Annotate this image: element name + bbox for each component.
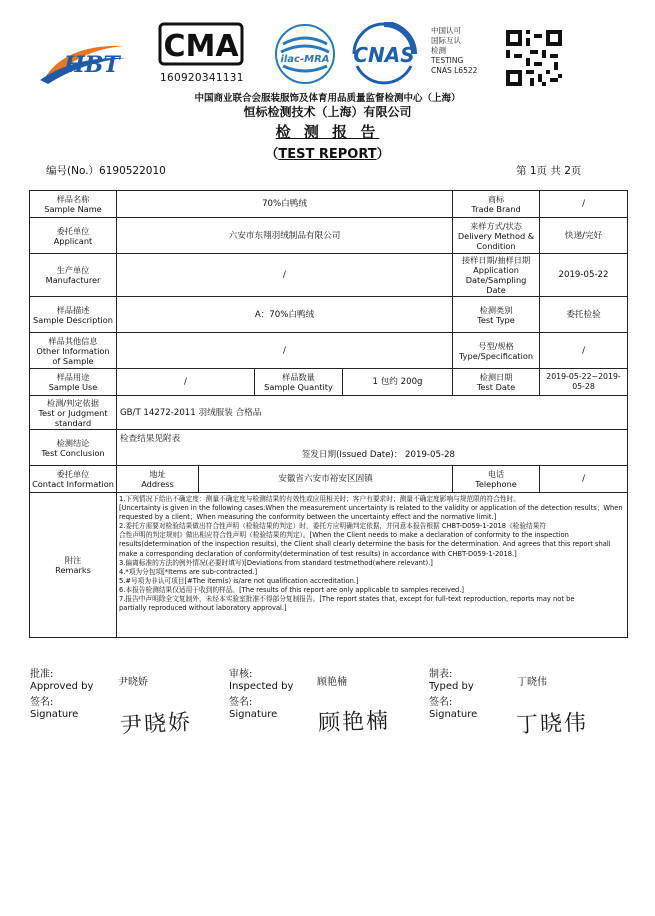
signature-label: 签名: Signature [229,697,278,720]
sample-name-label: 样品名称 Sample Name [30,191,117,218]
standard-label: 检测/判定依据 Test or Judgment standard [30,396,117,430]
report-number: 编号(No.）6190522010 [46,165,166,177]
other-info-label: 样品其他信息 Other Information of Sample [30,333,117,369]
signature-inspector: 顾艳楠 [317,708,391,737]
conclusion-label: 检测结论 Test Conclusion [30,430,117,466]
sample-quantity-label: 样品数量 Sample Quantity [255,369,343,396]
cnas-certificate-text: 中国认可 国际互认 检测 TESTING CNAS L6522 [431,26,478,75]
conclusion-value: 检查结果见附表 [120,434,181,444]
report-title-cn: 检 测 报 告 [275,123,380,141]
hbt-logo [38,36,130,86]
type-spec-label: 号型/规格 Type/Specification [453,333,540,369]
sample-use-label: 样品用途 Sample Use [30,369,117,396]
applicant-value: 六安市东翔羽绒制品有限公司 [117,218,453,254]
remark-line: 1.下列情况下给出不确定度：测量不确定度与检测结果的有效性或应用相关时；客户有要求时；测量不确定度影响与规范限的符合性时。 [119,495,520,503]
typed-by-label: 制表: Typed by [429,669,474,692]
other-info-value: / [117,333,453,369]
table-row [30,466,628,493]
applicant-label: 委托单位 Applicant [30,218,117,254]
contact-label: 委托单位 Contact Information [30,466,117,493]
table-row [30,297,628,333]
sample-use-value: / [117,369,255,396]
delivery-value: 快递/完好 [540,218,628,254]
test-type-label: 检测类别 Test Type [453,297,540,333]
remark-line: 7.报告中声明除全文复制外，未经本实验室批准不得部分复制报告。[The report states that, except for full-text reproduction, reports may not be [119,595,575,604]
standard-value: GB/T 14272-2011 羽绒服装 合格品 [117,396,628,430]
inspected-by-name: 顾艳楠 [317,677,347,688]
table-row [30,396,628,430]
address-value: 安徽省六安市裕安区固镇 [199,466,453,493]
sample-quantity-value: 1 包约 200g [343,369,453,396]
remark-line: [Uncertainty is given in the following cases:When the measurement uncertainty is related to the validity or application of the detection results；When [119,504,623,513]
test-date-value: 2019-05-22~2019-05-28 [540,369,628,396]
manufacturer-value: / [117,254,453,297]
address-label: 地址 Address [117,466,199,493]
typed-by-name: 丁晓伟 [517,677,547,688]
table-row [30,191,628,218]
signature-typist: 丁晓伟 [515,710,589,739]
telephone-value: / [540,466,628,493]
testing-center-name: 中国商业联合会服装服饰及体育用品质量监督检测中心（上海） [194,93,461,104]
table-row [30,430,628,466]
description-label: 样品描述 Sample Description [30,297,117,333]
cma-logo-text: CMA [163,29,239,64]
conclusion-cell [117,430,628,466]
remark-line: 6.本报告检测结果仅适用于收到的样品。[The results of this report are only applicable to samples received.] [119,585,465,594]
report-title-en: （TEST REPORT） [265,147,390,162]
remark-line: make a corresponding declaration of conformity(determination of test results) in accordance with CHBT-D059-1-2018.] [119,549,517,558]
telephone-label: 电话 Telephone [453,466,540,493]
page-info: 第 1页 共 2页 [516,165,582,177]
hbt-logo-text: HBT [64,52,120,78]
description-value: A：70%白鸭绒 [117,297,453,333]
qr-code [506,30,562,86]
manufacturer-label: 生产单位 Manufacturer [30,254,117,297]
trade-brand-value: / [540,191,628,218]
remark-line: requested by a client；When measuring the conformity between the uncertainty effect and the normative limit.] [119,513,497,522]
ilac-mra-logo [273,22,337,86]
remark-line: 合性声明的判定规则》做出相应符合性声明（检验结果的判定）。[When the Client needs to make a declaration of conformity to the inspection [119,531,569,540]
remarks-content [117,493,628,638]
signature-approver: 尹晓娇 [119,710,193,739]
cnas-logo-text: CNAS [353,43,415,67]
signature-label: 签名: Signature [429,697,478,720]
type-spec-value: / [540,333,628,369]
remark-line: 2.委托方需要对检验结果做出符合性声明（检验结果的判定）时，委托方应明确判定依据，并同意本报告根据 CHBT-D059-1-2018《检验结果符 [119,522,547,531]
table-row [30,333,628,369]
cma-number: 160920341131 [160,72,244,84]
approved-by-label: 批准: Approved by [30,669,94,692]
report-info-table [29,190,628,638]
cnas-logo [345,22,423,86]
remarks-label: 附注 Remarks [30,493,117,638]
ilac-logo-text: ilac-MRA [280,54,330,65]
remark-line: partially reproduced without laboratory approval.] [119,604,287,613]
application-date-value: 2019-05-22 [540,254,628,297]
inspected-by-label: 审核: Inspected by [229,669,294,692]
issued-date: 签发日期(Issued Date)： 2019-05-28 [301,450,456,460]
sample-name-value: 70%白鸭绒 [117,191,453,218]
remark-line: results(determination of the inspection results), the Client shall clearly determine the basis for the determination. And agrees that this report shall [119,540,611,549]
company-name: 恒标检测技术（上海）有限公司 [243,105,412,119]
table-row [30,493,628,638]
remark-line: 3.偏离标准的方法的例外情况(必要时填写)[Deviations from standard testmethod(where relevant).] [119,558,433,567]
table-row [30,218,628,254]
test-type-value: 委托检验 [540,297,628,333]
trade-brand-label: 商标 Trade Brand [453,191,540,218]
table-row [30,369,628,396]
test-date-label: 检测日期 Test Date [453,369,540,396]
application-date-label: 接样日期/抽样日期 Application Date/Sampling Date [453,254,540,297]
signature-label: 签名: Signature [30,697,79,720]
table-row [30,254,628,297]
approved-by-name: 尹晓娇 [118,677,148,688]
delivery-label: 来样方式/状态 Delivery Method & Condition [453,218,540,254]
remark-line: 5.#号项为非认可项目[#The item(s) is/are not qualification accreditation.] [119,576,359,585]
remark-line: 4.*项为分包项[*Items are sub-contracted.] [119,567,258,576]
